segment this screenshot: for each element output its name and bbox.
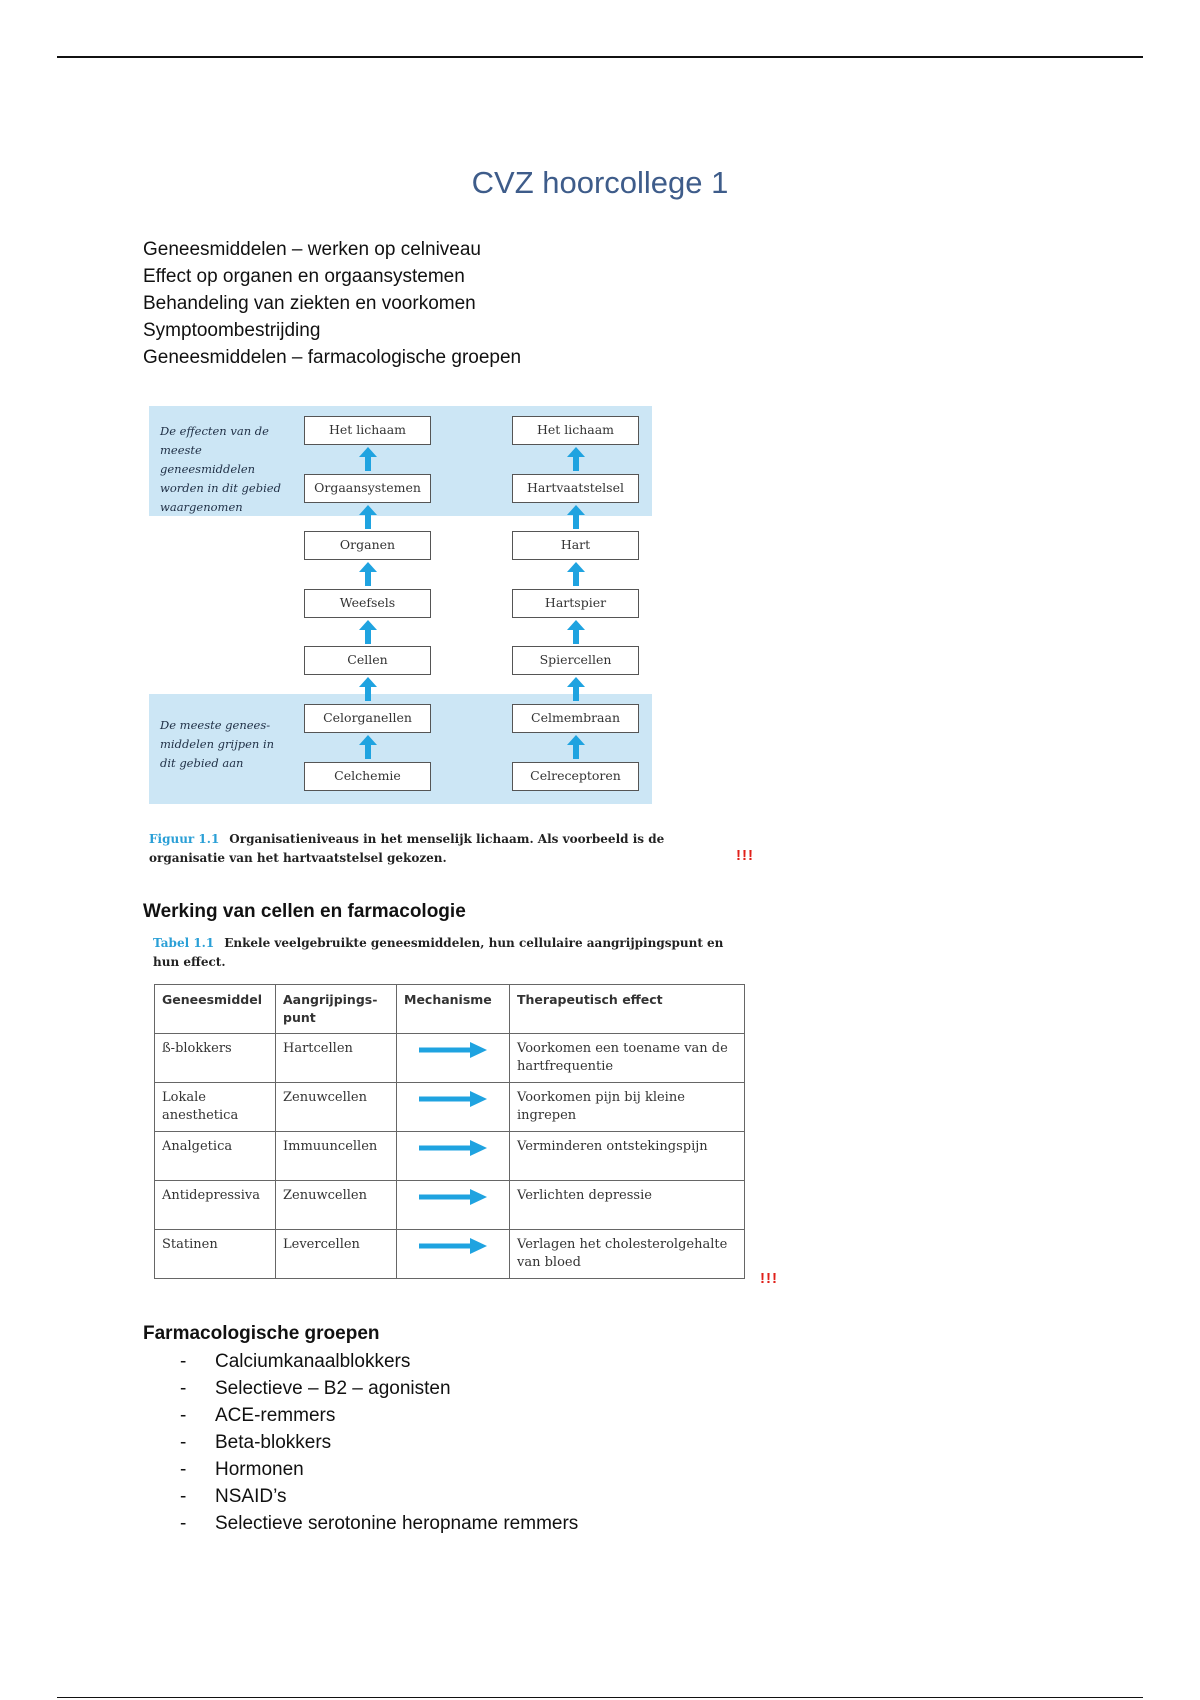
list-item: - Selectieve – B2 – agonisten [180, 1375, 578, 1402]
list-item: - ACE-remmers [180, 1402, 578, 1429]
level-box-right: Hartvaatstelsel [512, 474, 639, 503]
level-box-left: Celorganellen [304, 704, 431, 733]
figure-caption-label: Figuur 1.1 [149, 832, 220, 846]
table-row [155, 1083, 745, 1132]
effect-band-text: De effecten van de meeste geneesmiddelen worden in dit gebied waargenomen [160, 424, 281, 514]
section-heading-werking: Werking van cellen en farmacologie [143, 901, 466, 922]
level-box-right: Het lichaam [512, 416, 639, 445]
level-box-right: Spiercellen [512, 646, 639, 675]
list-item: - NSAID’s [180, 1483, 578, 1510]
right-arrow-icon [418, 1238, 488, 1254]
right-arrow-icon [418, 1140, 488, 1156]
figure-caption-text: Organisatieniveaus in het menselijk lichaam. Als voorbeeld is de organisatie van het hartvaatstelsel gekozen. [149, 832, 665, 865]
list-item: - Beta-blokkers [180, 1429, 578, 1456]
effect-cell: Verlagen het cholesterolgehalte van bloed [510, 1230, 745, 1279]
action-band-text: De meeste genees-middelen grijpen in dit gebied aan [160, 718, 275, 770]
right-arrow-icon [418, 1091, 488, 1107]
effect-cell: Voorkomen een toename van de hartfrequentie [510, 1034, 745, 1083]
drug-cell: Lokale anesthetica [155, 1083, 276, 1132]
target-cell: Levercellen [276, 1230, 397, 1279]
header-rule [57, 56, 1143, 58]
up-arrow-icon [358, 676, 378, 702]
table-caption-label: Tabel 1.1 [153, 936, 215, 950]
up-arrow-icon [566, 504, 586, 530]
intro-line: Symptoombestrijding [143, 320, 321, 341]
level-box-left: Celchemie [304, 762, 431, 791]
table-header-row [155, 985, 745, 1034]
level-box-left: Organen [304, 531, 431, 560]
list-item: - Hormonen [180, 1456, 578, 1483]
up-arrow-icon [358, 446, 378, 472]
level-box-right: Hartspier [512, 589, 639, 618]
list-item: - Selectieve serotonine heropname remmers [180, 1510, 578, 1537]
table-row [155, 1230, 745, 1279]
column-header: Geneesmiddel [155, 985, 276, 1034]
mechanism-cell [397, 1181, 510, 1230]
intro-line: Behandeling van ziekten en voorkomen [143, 293, 476, 314]
mechanism-cell [397, 1083, 510, 1132]
up-arrow-icon [358, 504, 378, 530]
up-arrow-icon [358, 561, 378, 587]
level-box-left: Cellen [304, 646, 431, 675]
table-row [155, 1132, 745, 1181]
up-arrow-icon [566, 446, 586, 472]
footer-rule [57, 1697, 1143, 1698]
table-row [155, 1181, 745, 1230]
level-box-right: Celreceptoren [512, 762, 639, 791]
section-heading-groepen: Farmacologische groepen [143, 1323, 380, 1344]
up-arrow-icon [566, 676, 586, 702]
figure-caption [149, 830, 739, 868]
table-caption [153, 934, 743, 972]
column-header: Therapeutisch effect [510, 985, 745, 1034]
drug-cell: Antidepressiva [155, 1181, 276, 1230]
figure-exclamation-marks: !!! [736, 847, 754, 864]
effect-cell: Verlichten depressie [510, 1181, 745, 1230]
organisation-levels-figure [146, 400, 736, 870]
up-arrow-icon [566, 561, 586, 587]
effect-cell: Voorkomen pijn bij kleine ingrepen [510, 1083, 745, 1132]
intro-line: Geneesmiddelen – werken op celniveau [143, 239, 481, 260]
level-box-left: Het lichaam [304, 416, 431, 445]
target-cell: Hartcellen [276, 1034, 397, 1083]
up-arrow-icon [358, 619, 378, 645]
column-header: Mechanisme [397, 985, 510, 1034]
intro-text [143, 236, 521, 371]
drug-cell: ß-blokkers [155, 1034, 276, 1083]
target-cell: Zenuwcellen [276, 1083, 397, 1132]
column-header: Aangrijpings-punt [276, 985, 397, 1034]
list-item: - Calciumkanaalblokkers [180, 1348, 578, 1375]
mechanism-cell [397, 1034, 510, 1083]
table-exclamation-marks: !!! [760, 1270, 778, 1287]
level-box-right: Celmembraan [512, 704, 639, 733]
intro-line: Effect op organen en orgaansystemen [143, 266, 465, 287]
right-arrow-icon [418, 1189, 488, 1205]
page-title: CVZ hoorcollege 1 [471, 165, 729, 200]
right-arrow-icon [418, 1042, 488, 1058]
drug-cell: Analgetica [155, 1132, 276, 1181]
drug-cell: Statinen [155, 1230, 276, 1279]
mechanism-cell [397, 1132, 510, 1181]
level-box-right: Hart [512, 531, 639, 560]
table-caption-text: Enkele veelgebruikte geneesmiddelen, hun cellulaire aangrijpingspunt en hun effect. [153, 936, 724, 969]
mechanism-cell [397, 1230, 510, 1279]
intro-line: Geneesmiddelen – farmacologische groepen [143, 347, 522, 368]
pharmacological-groups-list [180, 1348, 578, 1537]
target-cell: Zenuwcellen [276, 1181, 397, 1230]
effect-cell: Verminderen ontstekingspijn [510, 1132, 745, 1181]
up-arrow-icon [566, 734, 586, 760]
target-cell: Immuuncellen [276, 1132, 397, 1181]
table-row [155, 1034, 745, 1083]
up-arrow-icon [358, 734, 378, 760]
level-box-left: Orgaansystemen [304, 474, 431, 503]
drugs-table [154, 984, 745, 1279]
up-arrow-icon [566, 619, 586, 645]
level-box-left: Weefsels [304, 589, 431, 618]
